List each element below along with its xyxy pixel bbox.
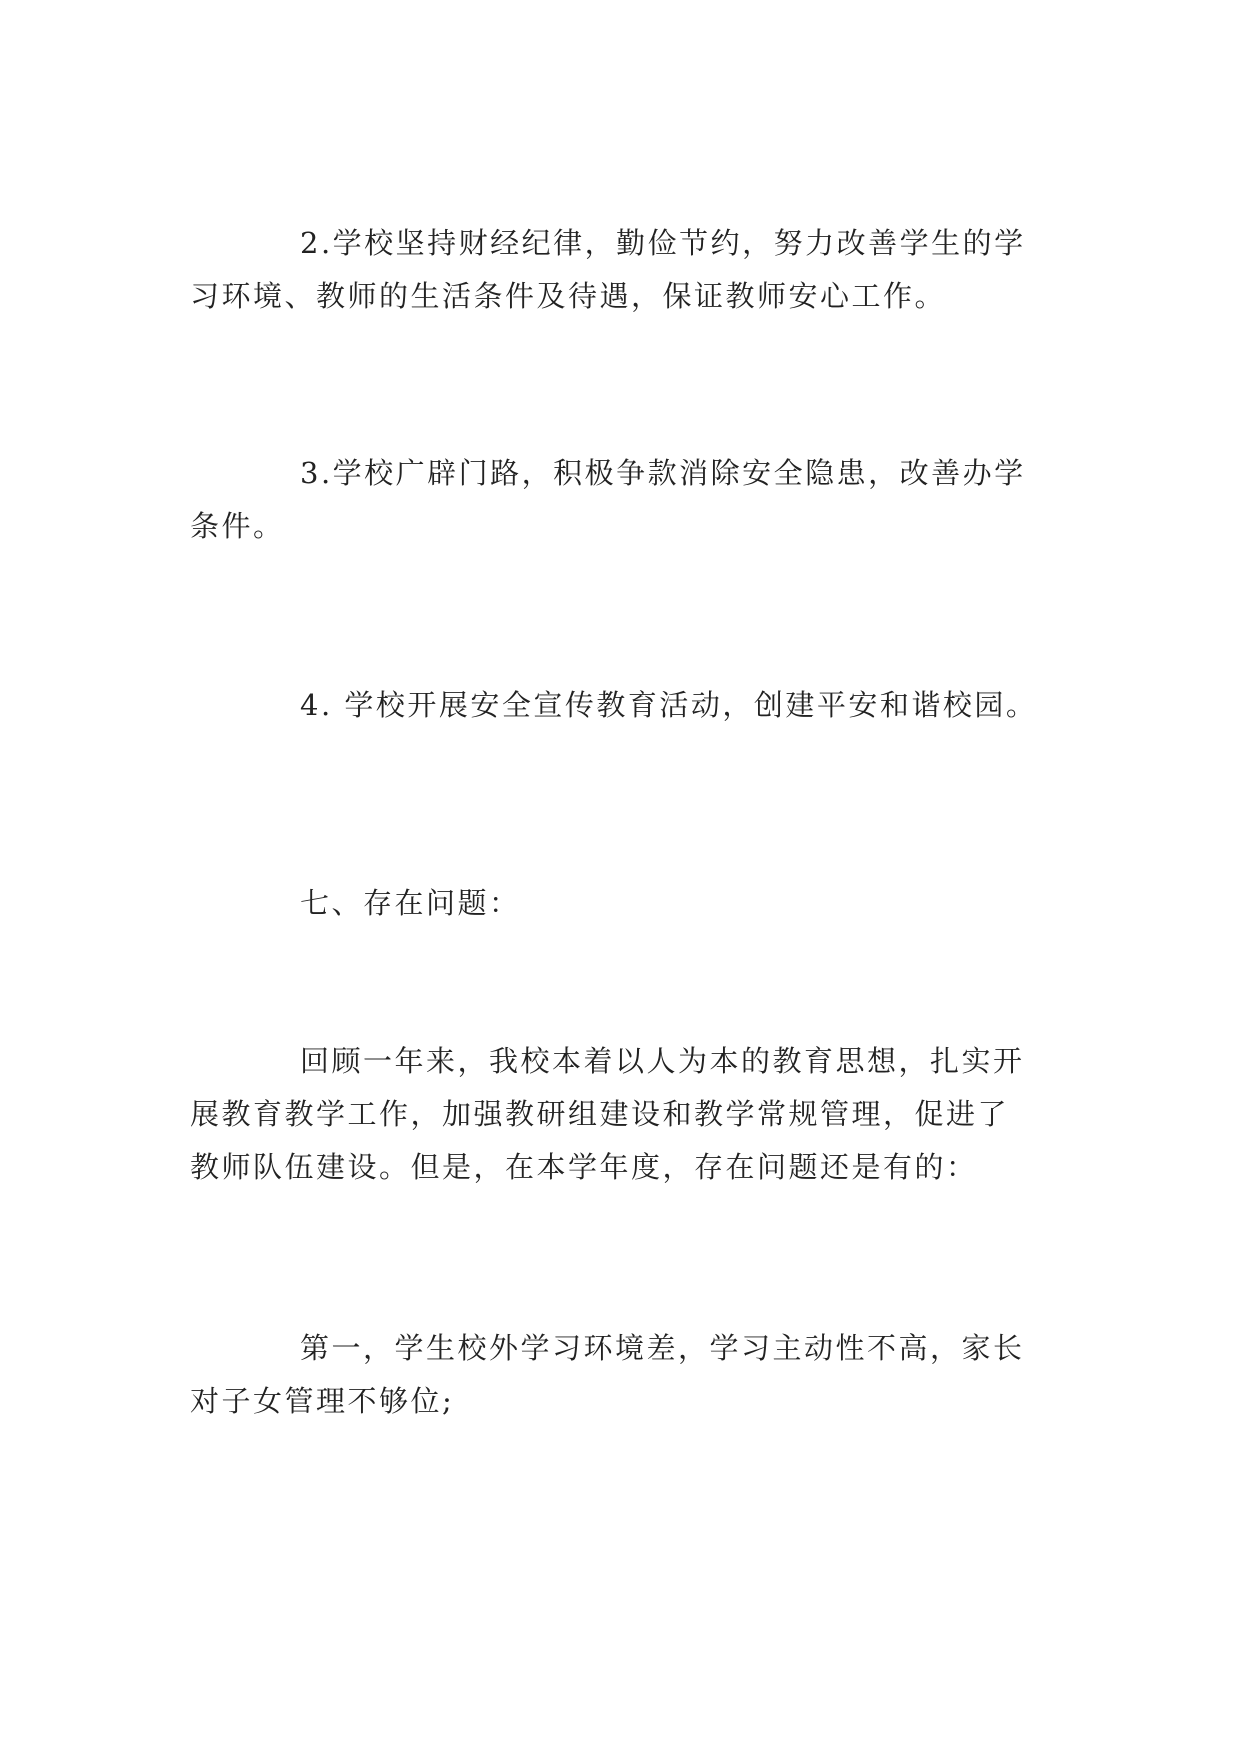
paragraph-year-review — [190, 1035, 1060, 1194]
paragraph-first-problem — [190, 1322, 1060, 1428]
paragraph-line: 教师队伍建设。但是，在本学年度，存在问题还是有的： — [190, 1150, 978, 1184]
paragraph-line: 第一，学生校外学习环境差，学习主动性不高，家长 — [300, 1331, 1025, 1365]
paragraph-line: 3.学校广辟门路，积极争款消除安全隐患，改善办学 — [300, 456, 1026, 490]
paragraph-finance-discipline — [190, 217, 1060, 323]
section-heading-text: 七、存在问题： — [300, 886, 521, 920]
paragraph-line: 展教育教学工作，加强教研组建设和教学常规管理，促进了 — [190, 1097, 1010, 1131]
paragraph-line: 4. 学校开展安全宣传教育活动，创建平安和谐校园。 — [300, 688, 1038, 722]
paragraph-line: 2.学校坚持财经纪律，勤俭节约，努力改善学生的学 — [300, 226, 1026, 260]
paragraph-line: 条件。 — [190, 509, 285, 543]
paragraph-line: 对子女管理不够位; — [190, 1384, 455, 1418]
paragraph-line: 习环境、教师的生活条件及待遇，保证教师安心工作。 — [190, 279, 947, 313]
paragraph-line: 回顾一年来，我校本着以人为本的教育思想，扎实开 — [300, 1044, 1025, 1078]
paragraph-safety-education — [190, 679, 1060, 732]
paragraph-safety-hazards — [190, 447, 1060, 553]
section-heading-problems — [190, 877, 1060, 930]
